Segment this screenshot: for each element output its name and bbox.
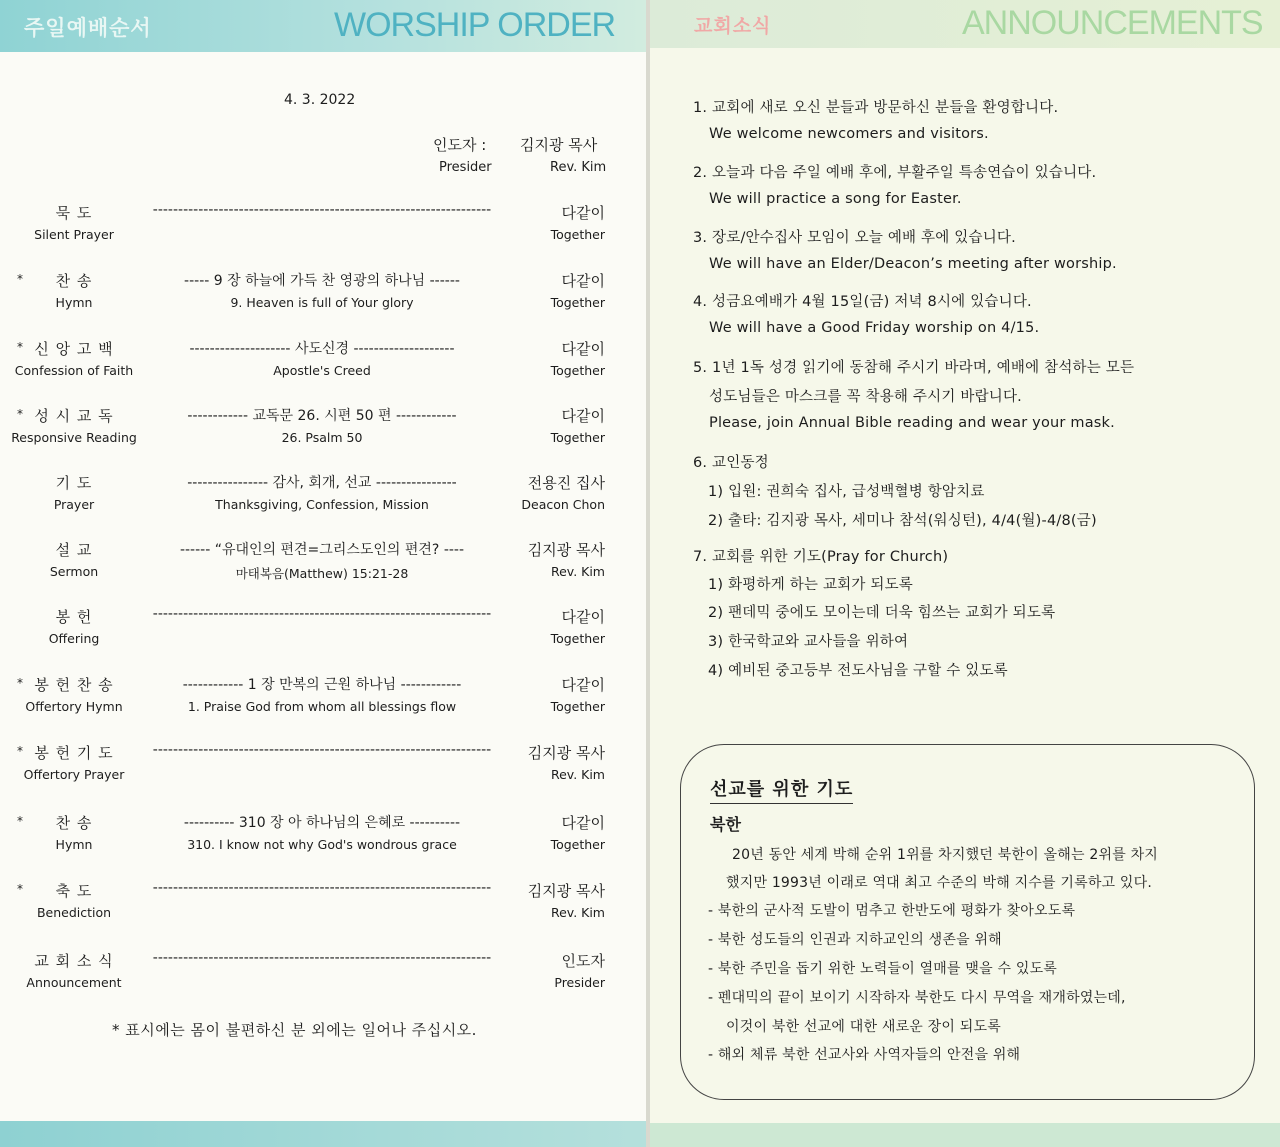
mission-prayer-title: 선교를 위한 기도 — [710, 775, 853, 804]
order-leader-en: Presider — [554, 975, 605, 990]
announcements-footer-band — [650, 1123, 1280, 1147]
order-row — [0, 742, 648, 790]
order-detail-kr: ----- 9 장 하늘에 가득 찬 영광의 하나님 ------ — [184, 273, 460, 289]
announcements-panel — [650, 0, 1280, 1147]
announcement-line: 3. 장로/안수집사 모임이 오늘 예배 후에 있습니다. — [693, 230, 1016, 246]
order-leader-kr: 다같이 — [561, 814, 605, 832]
order-item-kr: 성 시 교 독 — [34, 407, 114, 425]
standing-mark: * — [17, 407, 23, 421]
order-leader-en: Deacon Chon — [521, 497, 605, 512]
order-detail-en: Apostle's Creed — [273, 363, 371, 378]
order-item-en: Offering — [48, 631, 100, 646]
order-item-kr: 봉 헌 찬 송 — [34, 676, 114, 694]
order-leader-kr: 다같이 — [561, 676, 605, 694]
order-leader-kr: 전용진 집사 — [527, 474, 605, 492]
announcement-line: We will have a Good Friday worship on 4/15. — [709, 320, 1040, 336]
announcement-line: We welcome newcomers and visitors. — [709, 126, 989, 142]
announcement-line: 1) 입원: 권희숙 집사, 급성백혈병 항암치료 — [708, 484, 985, 500]
worship-order-title-en: WORSHIP ORDER — [334, 6, 616, 44]
announcement-line: 성도님들은 마스크를 꼭 착용해 주시기 바랍니다. — [709, 389, 1022, 405]
worship-order-title-kr: 주일예배순서 — [24, 16, 152, 40]
order-row — [0, 539, 648, 587]
order-leader-en: Together — [550, 363, 605, 378]
announcement-line: 2) 팬데믹 중에도 모이는데 더욱 힘쓰는 교회가 되도록 — [708, 605, 1056, 621]
order-item-kr: 찬 송 — [55, 272, 93, 290]
order-detail-kr: ------------------------------------------------------------------- — [152, 606, 492, 622]
standing-mark: * — [17, 882, 23, 896]
mission-prayer-line: 20년 동안 세계 박해 순위 1위를 차지했던 북한이 올해는 2위를 차지 — [732, 847, 1159, 863]
order-detail-kr: ---------- 310 장 아 하나님의 은혜로 ---------- — [183, 815, 461, 831]
service-date: 4. 3. 2022 — [284, 92, 356, 108]
mission-prayer-line: 했지만 1993년 이래로 역대 최고 수준의 박해 지수를 기록하고 있다. — [726, 875, 1153, 891]
order-item-en: Hymn — [55, 295, 93, 310]
announcements-title-en: ANNOUNCEMENTS — [962, 4, 1263, 42]
order-leader-kr: 다같이 — [561, 340, 605, 358]
announcements-header — [650, 0, 1280, 48]
standing-mark: * — [17, 744, 23, 758]
worship-order-footer-band — [0, 1121, 648, 1147]
announcement-line: 1. 교회에 새로 오신 분들과 방문하신 분들을 환영합니다. — [693, 100, 1059, 116]
announcement-line: We will have an Elder/Deacon’s meeting after worship. — [709, 256, 1117, 272]
order-leader-en: Rev. Kim — [550, 564, 605, 579]
mission-prayer-subtitle: 북한 — [710, 815, 741, 834]
order-leader-en: Together — [550, 631, 605, 646]
presider-name-kr: 김지광 목사 — [520, 136, 598, 154]
mission-prayer-line: 이것이 북한 선교에 대한 새로운 장이 되도록 — [726, 1019, 1001, 1035]
order-leader-en: Together — [550, 699, 605, 714]
order-item-en: Silent Prayer — [34, 227, 114, 242]
mission-prayer-line: - 북한 성도들의 인권과 지하교인의 생존을 위해 — [708, 932, 1002, 948]
order-detail-kr: ------------------------------------------------------------------- — [152, 742, 492, 758]
presider-name-en: Rev. Kim — [550, 160, 607, 175]
mission-prayer-line: - 북한 주민을 돕기 위한 노력들이 열매를 맺을 수 있도록 — [708, 961, 1058, 977]
standing-mark: * — [17, 272, 23, 286]
order-leader-en: Together — [550, 227, 605, 242]
order-leader-en: Rev. Kim — [550, 905, 605, 920]
presider-label-en: Presider — [439, 160, 492, 175]
order-row — [0, 270, 648, 318]
order-item-en: Hymn — [55, 837, 93, 852]
order-leader-kr: 김지광 목사 — [527, 541, 605, 559]
announcement-line: 5. 1년 1독 성경 읽기에 동참해 주시기 바라며, 예배에 참석하는 모든 — [693, 360, 1135, 376]
announcement-line: We will practice a song for Easter. — [709, 191, 962, 207]
order-detail-en: 1. Praise God from whom all blessings flow — [187, 699, 457, 714]
order-row — [0, 405, 648, 453]
order-leader-en: Together — [550, 430, 605, 445]
order-item-en: Offertory Prayer — [23, 767, 125, 782]
order-detail-en: 9. Heaven is full of Your glory — [230, 295, 414, 310]
order-detail-kr: ------------ 1 장 만복의 근원 하나님 ------------ — [182, 677, 462, 693]
mission-prayer-line: - 해외 체류 북한 선교사와 사역자들의 안전을 위해 — [708, 1047, 1021, 1063]
announcement-line: 4. 성금요예배가 4월 15일(금) 저녁 8시에 있습니다. — [693, 294, 1032, 310]
order-item-en: Sermon — [49, 564, 99, 579]
announcement-line: 3) 한국학교와 교사들을 위하여 — [708, 634, 909, 650]
order-detail-en: 26. Psalm 50 — [281, 430, 363, 445]
order-detail-en: 마태복음(Matthew) 15:21-28 — [235, 566, 409, 581]
order-row — [0, 950, 648, 998]
order-row — [0, 812, 648, 860]
standing-footnote: * 표시에는 몸이 불편하신 분 외에는 일어나 주십시오. — [112, 1021, 477, 1039]
order-item-kr: 기 도 — [55, 474, 93, 492]
order-detail-kr: -------------------- 사도신경 -------------------- — [189, 341, 455, 357]
order-row — [0, 606, 648, 654]
announcement-line: 7. 교회를 위한 기도(Pray for Church) — [693, 549, 949, 565]
order-item-kr: 교 회 소 식 — [34, 952, 114, 970]
standing-mark: * — [17, 814, 23, 828]
order-item-en: Responsive Reading — [11, 430, 137, 445]
announcement-line: 1) 화평하게 하는 교회가 되도록 — [708, 577, 914, 593]
order-leader-kr: 인도자 — [561, 952, 605, 970]
order-leader-kr: 다같이 — [561, 407, 605, 425]
order-detail-kr: ---------------- 감사, 회개, 선교 ---------------- — [187, 475, 457, 491]
order-detail-en: Thanksgiving, Confession, Mission — [215, 497, 429, 512]
order-row — [0, 338, 648, 386]
order-leader-en: Together — [550, 837, 605, 852]
order-item-en: Offertory Hymn — [25, 699, 123, 714]
order-row — [0, 880, 648, 928]
announcement-line: 2. 오늘과 다음 주일 예배 후에, 부활주일 특송연습이 있습니다. — [693, 165, 1097, 181]
mission-prayer-line: - 북한의 군사적 도발이 멈추고 한반도에 평화가 찾아오도록 — [708, 903, 1076, 919]
order-item-kr: 축 도 — [55, 882, 93, 900]
order-leader-kr: 다같이 — [561, 608, 605, 626]
standing-mark: * — [17, 676, 23, 690]
order-item-en: Announcement — [26, 975, 122, 990]
order-row — [0, 472, 648, 520]
announcement-line: Please, join Annual Bible reading and wear your mask. — [709, 415, 1115, 431]
order-detail-en: 310. I know not why God's wondrous grace — [187, 837, 457, 852]
order-item-en: Benediction — [36, 905, 112, 920]
announcement-line: 6. 교인동정 — [693, 455, 769, 471]
order-detail-kr: ------------ 교독문 26. 시편 50 편 ------------ — [187, 408, 457, 424]
announcements-title-kr: 교회소식 — [694, 15, 772, 37]
order-item-kr: 봉 헌 기 도 — [34, 744, 114, 762]
order-leader-kr: 다같이 — [561, 272, 605, 290]
order-detail-kr: ------ “유대인의 편견=그리스도인의 편견? ---- — [179, 542, 465, 558]
presider-label-kr: 인도자 : — [433, 136, 487, 154]
order-row — [0, 674, 648, 722]
announcement-line: 4) 예비된 중고등부 전도사님을 구할 수 있도록 — [708, 663, 1008, 679]
announcement-line: 2) 출타: 김지광 목사, 세미나 참석(워싱턴), 4/4(월)-4/8(금) — [708, 513, 1097, 529]
standing-mark: * — [17, 340, 23, 354]
order-leader-kr: 다같이 — [561, 204, 605, 222]
order-detail-kr: ------------------------------------------------------------------- — [152, 950, 492, 966]
order-leader-kr: 김지광 목사 — [527, 882, 605, 900]
order-item-kr: 봉 헌 — [55, 608, 93, 626]
order-row — [0, 202, 648, 250]
order-detail-kr: ------------------------------------------------------------------- — [152, 202, 492, 218]
order-item-kr: 신 앙 고 백 — [34, 340, 114, 358]
order-leader-en: Rev. Kim — [550, 767, 605, 782]
order-leader-kr: 김지광 목사 — [527, 744, 605, 762]
worship-order-header — [0, 0, 648, 52]
order-item-en: Prayer — [53, 497, 95, 512]
order-item-kr: 묵 도 — [55, 204, 93, 222]
order-item-kr: 설 교 — [55, 541, 93, 559]
order-item-kr: 찬 송 — [55, 814, 93, 832]
order-leader-en: Together — [550, 295, 605, 310]
order-detail-kr: ------------------------------------------------------------------- — [152, 880, 492, 896]
mission-prayer-line: - 펜대믹의 끝이 보이기 시작하자 북한도 다시 무역을 재개하였는데, — [708, 990, 1126, 1006]
order-item-en: Confession of Faith — [14, 363, 134, 378]
